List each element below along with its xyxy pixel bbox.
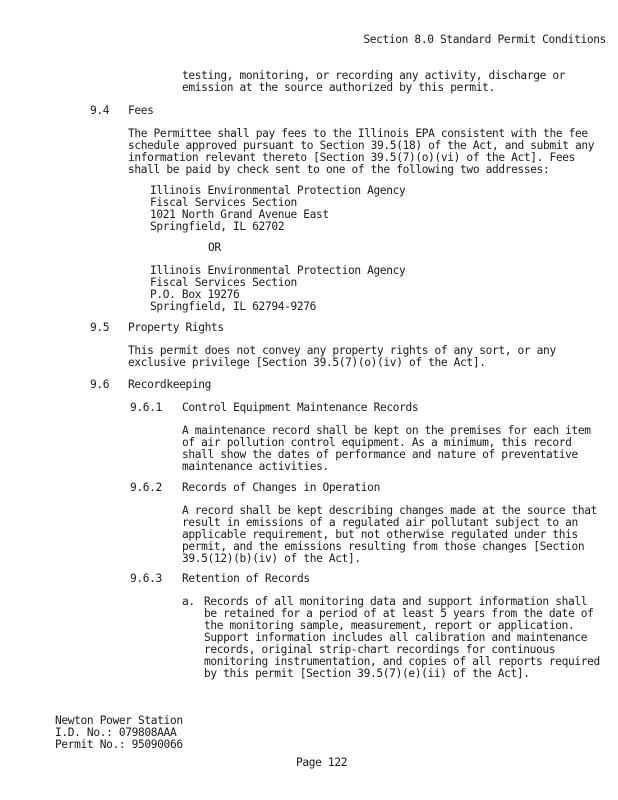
paragraph-line: shall be paid by check sent to one of the following two addresses: (128, 163, 550, 176)
address-line: Illinois Environmental Protection Agency (150, 264, 406, 277)
subsection-title-9-6-2: Records of Changes in Operation (182, 481, 380, 494)
paragraph-line: This permit does not convey any property rights of any sort, or any (128, 344, 556, 357)
page-number: Page 122 (296, 756, 348, 769)
paragraph-line: A maintenance record shall be kept on the premises for each item (182, 424, 591, 437)
address-line: Springfield, IL 62702 (150, 220, 285, 233)
property-paragraph (128, 345, 556, 369)
paragraph-line: applicable requirement, but not otherwise regulated under this (182, 528, 578, 541)
paragraph-line: records, original strip-chart recordings for continuous (204, 643, 556, 656)
footer-line: I.D. No.: 079808AAA (55, 726, 177, 739)
subsection-paragraph-9-6-2 (182, 505, 597, 565)
section-title-recordkeeping: Recordkeeping (128, 378, 212, 391)
subsection-title-9-6-1: Control Equipment Maintenance Records (182, 401, 419, 414)
paragraph-line: exclusive privilege [Section 39.5(7)(o)(iv) of the Act]. (128, 356, 486, 369)
paragraph-line: of air pollution control equipment. As a minimum, this record (182, 436, 572, 449)
address-line: Illinois Environmental Protection Agency (150, 184, 406, 197)
subsection-number-9-6-3: 9.6.3 (130, 572, 162, 585)
list-item-text (204, 596, 600, 680)
section-title-property: Property Rights (128, 321, 224, 334)
subsection-number-9-6-1: 9.6.1 (130, 401, 162, 414)
page-header: Section 8.0 Standard Permit Conditions (363, 33, 606, 46)
paragraph-line: Support information includes all calibration and maintenance (204, 631, 588, 644)
paragraph-line: result in emissions of a regulated air pollutant subject to an (182, 516, 578, 529)
paragraph-line: be retained for a period of at least 5 years from the date of (204, 607, 594, 620)
paragraph-line: The Permittee shall pay fees to the Illinois EPA consistent with the fee (128, 127, 588, 140)
paragraph-line: 39.5(12)(b)(iv) of the Act]. (182, 552, 361, 565)
paragraph-line: schedule approved pursuant to Section 39.5(18) of the Act, and submit any (128, 139, 595, 152)
address-separator: OR (208, 241, 221, 254)
list-item-marker: a. (182, 595, 195, 608)
footer-line: Newton Power Station (55, 714, 183, 727)
intro-paragraph (182, 70, 565, 94)
section-number-recordkeeping: 9.6 (90, 378, 110, 391)
subsection-number-9-6-2: 9.6.2 (130, 481, 162, 494)
subsection-paragraph-9-6-1 (182, 425, 591, 473)
paragraph-line: Records of all monitoring data and support information shall (204, 595, 588, 608)
paragraph-line: the monitoring sample, measurement, report or application. (204, 619, 575, 632)
address-line: 1021 North Grand Avenue East (150, 208, 329, 221)
fees-paragraph (128, 128, 594, 176)
paragraph-line: permit, and the emissions resulting from those changes [Section (182, 540, 585, 553)
paragraph-line: shall show the dates of performance and nature of preventative (182, 448, 578, 461)
paragraph-line: testing, monitoring, or recording any activity, discharge or (182, 69, 566, 82)
section-number-fees: 9.4 (90, 104, 110, 117)
paragraph-line: A record shall be kept describing changes made at the source that (182, 504, 598, 517)
address-line: P.O. Box 19276 (150, 288, 240, 301)
fees-address-1 (150, 185, 405, 233)
paragraph-line: emission at the source authorized by this permit. (182, 81, 495, 94)
address-line: Springfield, IL 62794-9276 (150, 300, 317, 313)
paragraph-line: by this permit [Section 39.5(7)(e)(ii) of the Act]. (204, 667, 530, 680)
footer-line: Permit No.: 95090066 (55, 738, 183, 751)
section-title-fees: Fees (128, 104, 154, 117)
paragraph-line: information relevant thereto [Section 39.5(7)(o)(vi) of the Act]. Fees (128, 151, 575, 164)
paragraph-line: maintenance activities. (182, 460, 329, 473)
footer-identification (55, 715, 183, 751)
address-line: Fiscal Services Section (150, 196, 297, 209)
address-line: Fiscal Services Section (150, 276, 297, 289)
fees-address-2 (150, 265, 405, 313)
subsection-title-9-6-3: Retention of Records (182, 572, 310, 585)
section-number-property: 9.5 (90, 321, 110, 334)
paragraph-line: monitoring instrumentation, and copies of all reports required (204, 655, 600, 668)
